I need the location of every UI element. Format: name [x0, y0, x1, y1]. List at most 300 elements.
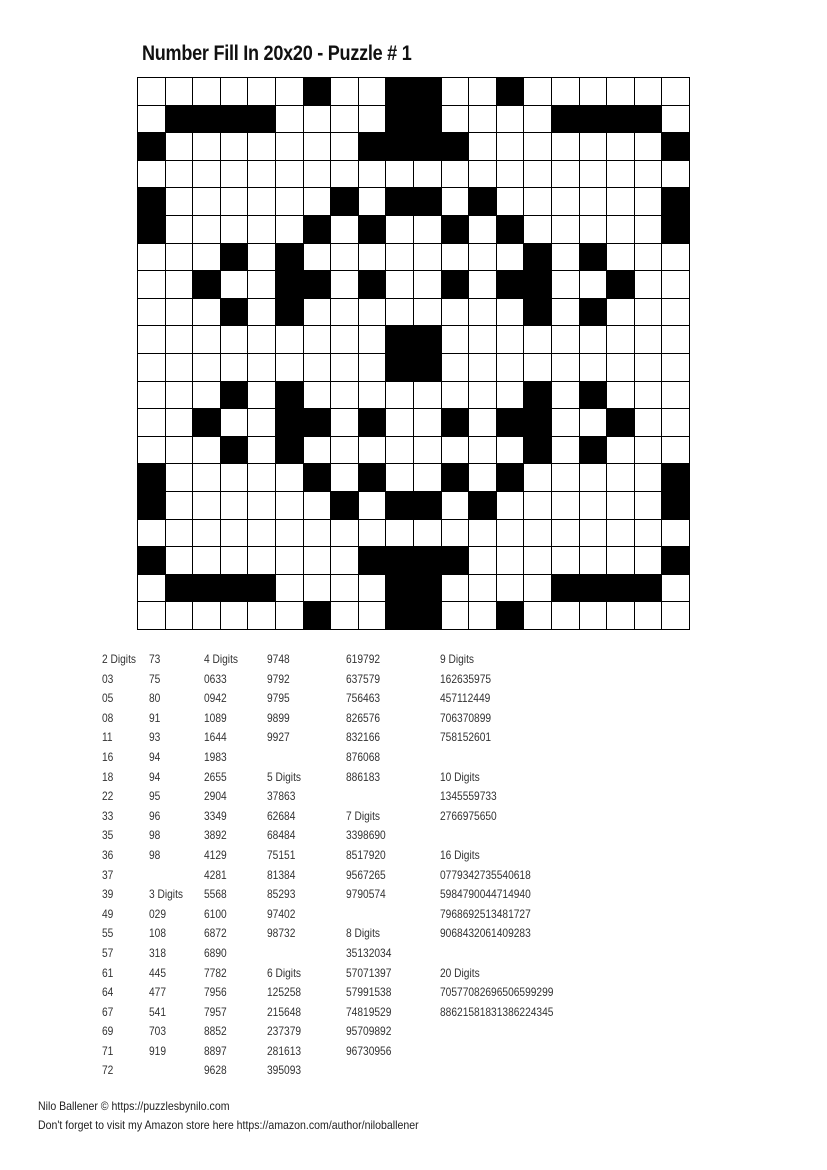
grid-cell-empty[interactable] — [331, 575, 359, 603]
grid-cell-empty[interactable] — [221, 354, 249, 382]
grid-cell-empty[interactable] — [331, 326, 359, 354]
grid-cell-empty[interactable] — [524, 161, 552, 189]
grid-cell-empty[interactable] — [442, 354, 470, 382]
grid-cell-empty[interactable] — [552, 133, 580, 161]
grid-cell-empty[interactable] — [304, 106, 332, 134]
grid-cell-empty[interactable] — [469, 216, 497, 244]
grid-cell-empty[interactable] — [304, 437, 332, 465]
grid-cell-empty[interactable] — [662, 575, 690, 603]
grid-cell-empty[interactable] — [248, 382, 276, 410]
grid-cell-empty[interactable] — [580, 409, 608, 437]
grid-cell-empty[interactable] — [221, 602, 249, 630]
grid-cell-empty[interactable] — [635, 547, 663, 575]
grid-cell-empty[interactable] — [552, 78, 580, 106]
grid-cell-empty[interactable] — [221, 161, 249, 189]
grid-cell-empty[interactable] — [552, 188, 580, 216]
grid-cell-empty[interactable] — [580, 133, 608, 161]
grid-cell-empty[interactable] — [469, 382, 497, 410]
grid-cell-empty[interactable] — [359, 437, 387, 465]
grid-cell-empty[interactable] — [607, 437, 635, 465]
grid-cell-empty[interactable] — [248, 354, 276, 382]
grid-cell-empty[interactable] — [166, 133, 194, 161]
grid-cell-empty[interactable] — [331, 354, 359, 382]
grid-cell-empty[interactable] — [662, 520, 690, 548]
grid-cell-empty[interactable] — [331, 106, 359, 134]
grid-cell-empty[interactable] — [138, 326, 166, 354]
grid-cell-empty[interactable] — [607, 216, 635, 244]
grid-cell-empty[interactable] — [552, 409, 580, 437]
grid-cell-empty[interactable] — [524, 216, 552, 244]
grid-cell-empty[interactable] — [359, 244, 387, 272]
grid-cell-empty[interactable] — [552, 271, 580, 299]
grid-cell-empty[interactable] — [248, 492, 276, 520]
grid-cell-empty[interactable] — [607, 299, 635, 327]
grid-cell-empty[interactable] — [276, 354, 304, 382]
grid-cell-empty[interactable] — [524, 78, 552, 106]
grid-cell-empty[interactable] — [193, 354, 221, 382]
grid-cell-empty[interactable] — [662, 326, 690, 354]
grid-cell-empty[interactable] — [221, 271, 249, 299]
grid-cell-empty[interactable] — [193, 492, 221, 520]
grid-cell-empty[interactable] — [442, 602, 470, 630]
grid-cell-empty[interactable] — [276, 78, 304, 106]
grid-cell-empty[interactable] — [414, 161, 442, 189]
grid-cell-empty[interactable] — [359, 299, 387, 327]
grid-cell-empty[interactable] — [662, 106, 690, 134]
grid-cell-empty[interactable] — [193, 520, 221, 548]
grid-cell-empty[interactable] — [662, 244, 690, 272]
grid-cell-empty[interactable] — [469, 299, 497, 327]
grid-cell-empty[interactable] — [442, 437, 470, 465]
grid-cell-empty[interactable] — [138, 437, 166, 465]
grid-cell-empty[interactable] — [166, 354, 194, 382]
grid-cell-empty[interactable] — [524, 188, 552, 216]
grid-cell-empty[interactable] — [193, 326, 221, 354]
grid-cell-empty[interactable] — [359, 520, 387, 548]
grid-cell-empty[interactable] — [607, 161, 635, 189]
grid-cell-empty[interactable] — [248, 78, 276, 106]
grid-cell-empty[interactable] — [414, 244, 442, 272]
grid-cell-empty[interactable] — [331, 216, 359, 244]
grid-cell-empty[interactable] — [552, 602, 580, 630]
grid-cell-empty[interactable] — [166, 409, 194, 437]
grid-cell-empty[interactable] — [221, 188, 249, 216]
grid-cell-empty[interactable] — [497, 188, 525, 216]
grid-cell-empty[interactable] — [442, 299, 470, 327]
grid-cell-empty[interactable] — [304, 133, 332, 161]
grid-cell-empty[interactable] — [580, 464, 608, 492]
grid-cell-empty[interactable] — [442, 326, 470, 354]
grid-cell-empty[interactable] — [138, 520, 166, 548]
grid-cell-empty[interactable] — [193, 382, 221, 410]
grid-cell-empty[interactable] — [524, 326, 552, 354]
grid-cell-empty[interactable] — [552, 382, 580, 410]
grid-cell-empty[interactable] — [221, 409, 249, 437]
grid-cell-empty[interactable] — [662, 354, 690, 382]
grid-cell-empty[interactable] — [497, 575, 525, 603]
grid-cell-empty[interactable] — [276, 326, 304, 354]
grid-cell-empty[interactable] — [552, 244, 580, 272]
grid-cell-empty[interactable] — [607, 354, 635, 382]
grid-cell-empty[interactable] — [276, 602, 304, 630]
grid-cell-empty[interactable] — [607, 133, 635, 161]
grid-cell-empty[interactable] — [248, 188, 276, 216]
grid-cell-empty[interactable] — [607, 520, 635, 548]
grid-cell-empty[interactable] — [359, 161, 387, 189]
grid-cell-empty[interactable] — [138, 299, 166, 327]
grid-cell-empty[interactable] — [166, 602, 194, 630]
grid-cell-empty[interactable] — [386, 271, 414, 299]
grid-cell-empty[interactable] — [414, 382, 442, 410]
grid-cell-empty[interactable] — [138, 271, 166, 299]
grid-cell-empty[interactable] — [552, 299, 580, 327]
grid-cell-empty[interactable] — [166, 326, 194, 354]
grid-cell-empty[interactable] — [662, 409, 690, 437]
grid-cell-empty[interactable] — [276, 520, 304, 548]
grid-cell-empty[interactable] — [635, 271, 663, 299]
grid-cell-empty[interactable] — [331, 464, 359, 492]
grid-cell-empty[interactable] — [469, 602, 497, 630]
grid-cell-empty[interactable] — [248, 520, 276, 548]
grid-cell-empty[interactable] — [276, 216, 304, 244]
grid-cell-empty[interactable] — [524, 520, 552, 548]
grid-cell-empty[interactable] — [276, 161, 304, 189]
grid-cell-empty[interactable] — [193, 188, 221, 216]
grid-cell-empty[interactable] — [359, 106, 387, 134]
grid-cell-empty[interactable] — [497, 244, 525, 272]
grid-cell-empty[interactable] — [386, 437, 414, 465]
grid-cell-empty[interactable] — [248, 602, 276, 630]
grid-cell-empty[interactable] — [635, 520, 663, 548]
grid-cell-empty[interactable] — [276, 106, 304, 134]
grid-cell-empty[interactable] — [662, 299, 690, 327]
grid-cell-empty[interactable] — [662, 437, 690, 465]
grid-cell-empty[interactable] — [248, 161, 276, 189]
grid-cell-empty[interactable] — [580, 78, 608, 106]
grid-cell-empty[interactable] — [524, 464, 552, 492]
grid-cell-empty[interactable] — [166, 299, 194, 327]
grid-cell-empty[interactable] — [276, 575, 304, 603]
grid-cell-empty[interactable] — [221, 216, 249, 244]
grid-cell-empty[interactable] — [331, 271, 359, 299]
grid-cell-empty[interactable] — [331, 244, 359, 272]
grid-cell-empty[interactable] — [221, 326, 249, 354]
grid-cell-empty[interactable] — [607, 244, 635, 272]
grid-cell-empty[interactable] — [359, 492, 387, 520]
grid-cell-empty[interactable] — [580, 161, 608, 189]
grid-cell-empty[interactable] — [662, 602, 690, 630]
grid-cell-empty[interactable] — [304, 161, 332, 189]
grid-cell-empty[interactable] — [248, 437, 276, 465]
grid-cell-empty[interactable] — [386, 161, 414, 189]
grid-cell-empty[interactable] — [276, 492, 304, 520]
grid-cell-empty[interactable] — [304, 382, 332, 410]
grid-cell-empty[interactable] — [248, 133, 276, 161]
grid-cell-empty[interactable] — [662, 382, 690, 410]
grid-cell-empty[interactable] — [442, 244, 470, 272]
grid-cell-empty[interactable] — [524, 133, 552, 161]
grid-cell-empty[interactable] — [304, 326, 332, 354]
grid-cell-empty[interactable] — [469, 326, 497, 354]
grid-cell-empty[interactable] — [442, 575, 470, 603]
grid-cell-empty[interactable] — [442, 492, 470, 520]
grid-cell-empty[interactable] — [635, 244, 663, 272]
grid-cell-empty[interactable] — [524, 602, 552, 630]
grid-cell-empty[interactable] — [552, 354, 580, 382]
grid-cell-empty[interactable] — [386, 299, 414, 327]
grid-cell-empty[interactable] — [248, 409, 276, 437]
grid-cell-empty[interactable] — [193, 437, 221, 465]
grid-cell-empty[interactable] — [607, 382, 635, 410]
grid-cell-empty[interactable] — [248, 216, 276, 244]
grid-cell-empty[interactable] — [552, 326, 580, 354]
grid-cell-empty[interactable] — [221, 78, 249, 106]
grid-cell-empty[interactable] — [166, 464, 194, 492]
grid-cell-empty[interactable] — [166, 547, 194, 575]
grid-cell-empty[interactable] — [166, 216, 194, 244]
grid-cell-empty[interactable] — [248, 547, 276, 575]
grid-cell-empty[interactable] — [497, 161, 525, 189]
grid-cell-empty[interactable] — [193, 299, 221, 327]
grid-cell-empty[interactable] — [193, 133, 221, 161]
grid-cell-empty[interactable] — [166, 520, 194, 548]
grid-cell-empty[interactable] — [331, 547, 359, 575]
grid-cell-empty[interactable] — [331, 437, 359, 465]
grid-cell-empty[interactable] — [552, 520, 580, 548]
grid-cell-empty[interactable] — [414, 271, 442, 299]
grid-cell-empty[interactable] — [414, 299, 442, 327]
grid-cell-empty[interactable] — [331, 161, 359, 189]
grid-cell-empty[interactable] — [552, 216, 580, 244]
grid-cell-empty[interactable] — [607, 602, 635, 630]
grid-cell-empty[interactable] — [635, 354, 663, 382]
grid-cell-empty[interactable] — [580, 188, 608, 216]
grid-cell-empty[interactable] — [524, 492, 552, 520]
grid-cell-empty[interactable] — [469, 520, 497, 548]
grid-cell-empty[interactable] — [607, 78, 635, 106]
grid-cell-empty[interactable] — [248, 326, 276, 354]
grid-cell-empty[interactable] — [524, 354, 552, 382]
grid-cell-empty[interactable] — [469, 437, 497, 465]
grid-cell-empty[interactable] — [138, 106, 166, 134]
grid-cell-empty[interactable] — [469, 547, 497, 575]
grid-cell-empty[interactable] — [552, 464, 580, 492]
grid-cell-empty[interactable] — [386, 244, 414, 272]
grid-cell-empty[interactable] — [276, 547, 304, 575]
grid-cell-empty[interactable] — [635, 299, 663, 327]
grid-cell-empty[interactable] — [304, 520, 332, 548]
grid-cell-empty[interactable] — [304, 354, 332, 382]
grid-cell-empty[interactable] — [193, 244, 221, 272]
grid-cell-empty[interactable] — [469, 271, 497, 299]
grid-cell-empty[interactable] — [414, 409, 442, 437]
grid-cell-empty[interactable] — [193, 216, 221, 244]
grid-cell-empty[interactable] — [304, 299, 332, 327]
grid-cell-empty[interactable] — [193, 78, 221, 106]
grid-cell-empty[interactable] — [304, 575, 332, 603]
grid-cell-empty[interactable] — [414, 520, 442, 548]
grid-cell-empty[interactable] — [138, 575, 166, 603]
grid-cell-empty[interactable] — [304, 244, 332, 272]
grid-cell-empty[interactable] — [359, 78, 387, 106]
grid-cell-empty[interactable] — [497, 492, 525, 520]
grid-cell-empty[interactable] — [524, 575, 552, 603]
grid-cell-empty[interactable] — [580, 492, 608, 520]
grid-cell-empty[interactable] — [524, 106, 552, 134]
grid-cell-empty[interactable] — [497, 520, 525, 548]
grid-cell-empty[interactable] — [635, 78, 663, 106]
grid-cell-empty[interactable] — [359, 602, 387, 630]
grid-cell-empty[interactable] — [607, 188, 635, 216]
grid-cell-empty[interactable] — [221, 133, 249, 161]
grid-cell-empty[interactable] — [469, 354, 497, 382]
grid-cell-empty[interactable] — [442, 520, 470, 548]
grid-cell-empty[interactable] — [138, 602, 166, 630]
grid-cell-empty[interactable] — [607, 464, 635, 492]
grid-cell-empty[interactable] — [304, 188, 332, 216]
grid-cell-empty[interactable] — [580, 547, 608, 575]
grid-cell-empty[interactable] — [386, 464, 414, 492]
grid-cell-empty[interactable] — [386, 382, 414, 410]
grid-cell-empty[interactable] — [166, 188, 194, 216]
grid-cell-empty[interactable] — [552, 547, 580, 575]
grid-cell-empty[interactable] — [497, 326, 525, 354]
grid-cell-empty[interactable] — [359, 575, 387, 603]
grid-cell-empty[interactable] — [221, 520, 249, 548]
grid-cell-empty[interactable] — [166, 437, 194, 465]
grid-cell-empty[interactable] — [248, 271, 276, 299]
grid-cell-empty[interactable] — [166, 271, 194, 299]
grid-cell-empty[interactable] — [138, 382, 166, 410]
grid-cell-empty[interactable] — [166, 492, 194, 520]
grid-cell-empty[interactable] — [359, 326, 387, 354]
grid-cell-empty[interactable] — [386, 216, 414, 244]
grid-cell-empty[interactable] — [331, 602, 359, 630]
grid-cell-empty[interactable] — [442, 78, 470, 106]
grid-cell-empty[interactable] — [580, 602, 608, 630]
grid-cell-empty[interactable] — [331, 133, 359, 161]
grid-cell-empty[interactable] — [469, 409, 497, 437]
grid-cell-empty[interactable] — [359, 354, 387, 382]
grid-cell-empty[interactable] — [635, 409, 663, 437]
grid-cell-empty[interactable] — [580, 326, 608, 354]
grid-cell-empty[interactable] — [580, 354, 608, 382]
grid-cell-empty[interactable] — [193, 602, 221, 630]
grid-cell-empty[interactable] — [469, 464, 497, 492]
grid-cell-empty[interactable] — [469, 78, 497, 106]
grid-cell-empty[interactable] — [552, 161, 580, 189]
grid-cell-empty[interactable] — [138, 409, 166, 437]
grid-cell-empty[interactable] — [497, 299, 525, 327]
grid-cell-empty[interactable] — [276, 464, 304, 492]
grid-cell-empty[interactable] — [635, 216, 663, 244]
grid-cell-empty[interactable] — [221, 492, 249, 520]
grid-cell-empty[interactable] — [386, 520, 414, 548]
grid-cell-empty[interactable] — [635, 326, 663, 354]
grid-cell-empty[interactable] — [138, 78, 166, 106]
grid-cell-empty[interactable] — [497, 547, 525, 575]
grid-cell-empty[interactable] — [607, 547, 635, 575]
grid-cell-empty[interactable] — [304, 547, 332, 575]
grid-cell-empty[interactable] — [469, 575, 497, 603]
grid-cell-empty[interactable] — [635, 161, 663, 189]
grid-cell-empty[interactable] — [497, 382, 525, 410]
grid-cell-empty[interactable] — [469, 161, 497, 189]
grid-cell-empty[interactable] — [386, 409, 414, 437]
grid-cell-empty[interactable] — [166, 244, 194, 272]
grid-cell-empty[interactable] — [662, 271, 690, 299]
grid-cell-empty[interactable] — [580, 216, 608, 244]
grid-cell-empty[interactable] — [331, 520, 359, 548]
grid-cell-empty[interactable] — [166, 78, 194, 106]
grid-cell-empty[interactable] — [414, 464, 442, 492]
grid-cell-empty[interactable] — [138, 161, 166, 189]
grid-cell-empty[interactable] — [497, 133, 525, 161]
grid-cell-empty[interactable] — [359, 382, 387, 410]
grid-cell-empty[interactable] — [497, 106, 525, 134]
grid-cell-empty[interactable] — [524, 547, 552, 575]
grid-cell-empty[interactable] — [359, 188, 387, 216]
grid-cell-empty[interactable] — [662, 161, 690, 189]
grid-cell-empty[interactable] — [276, 188, 304, 216]
grid-cell-empty[interactable] — [193, 547, 221, 575]
grid-cell-empty[interactable] — [442, 382, 470, 410]
grid-cell-empty[interactable] — [497, 437, 525, 465]
grid-cell-empty[interactable] — [635, 133, 663, 161]
grid-cell-empty[interactable] — [193, 161, 221, 189]
grid-cell-empty[interactable] — [276, 133, 304, 161]
grid-cell-empty[interactable] — [166, 161, 194, 189]
grid-cell-empty[interactable] — [442, 106, 470, 134]
grid-cell-empty[interactable] — [580, 520, 608, 548]
grid-cell-empty[interactable] — [469, 133, 497, 161]
grid-cell-empty[interactable] — [248, 464, 276, 492]
grid-cell-empty[interactable] — [469, 106, 497, 134]
grid-cell-empty[interactable] — [552, 492, 580, 520]
grid-cell-empty[interactable] — [414, 216, 442, 244]
grid-cell-empty[interactable] — [166, 382, 194, 410]
grid-cell-empty[interactable] — [221, 464, 249, 492]
grid-cell-empty[interactable] — [442, 188, 470, 216]
grid-cell-empty[interactable] — [331, 382, 359, 410]
grid-cell-empty[interactable] — [138, 354, 166, 382]
grid-cell-empty[interactable] — [331, 299, 359, 327]
grid-cell-empty[interactable] — [442, 161, 470, 189]
grid-cell-empty[interactable] — [635, 492, 663, 520]
grid-cell-empty[interactable] — [248, 299, 276, 327]
grid-cell-empty[interactable] — [635, 464, 663, 492]
grid-cell-empty[interactable] — [469, 244, 497, 272]
grid-cell-empty[interactable] — [414, 437, 442, 465]
grid-cell-empty[interactable] — [331, 78, 359, 106]
grid-cell-empty[interactable] — [580, 271, 608, 299]
grid-cell-empty[interactable] — [607, 326, 635, 354]
grid-cell-empty[interactable] — [662, 78, 690, 106]
grid-cell-empty[interactable] — [635, 437, 663, 465]
grid-cell-empty[interactable] — [331, 409, 359, 437]
grid-cell-empty[interactable] — [635, 602, 663, 630]
grid-cell-empty[interactable] — [138, 244, 166, 272]
grid-cell-empty[interactable] — [552, 437, 580, 465]
grid-cell-empty[interactable] — [248, 244, 276, 272]
grid-cell-empty[interactable] — [221, 547, 249, 575]
grid-cell-empty[interactable] — [635, 382, 663, 410]
grid-cell-empty[interactable] — [635, 188, 663, 216]
grid-cell-empty[interactable] — [607, 492, 635, 520]
grid-cell-empty[interactable] — [193, 464, 221, 492]
grid-cell-empty[interactable] — [304, 492, 332, 520]
grid-cell-empty[interactable] — [497, 354, 525, 382]
